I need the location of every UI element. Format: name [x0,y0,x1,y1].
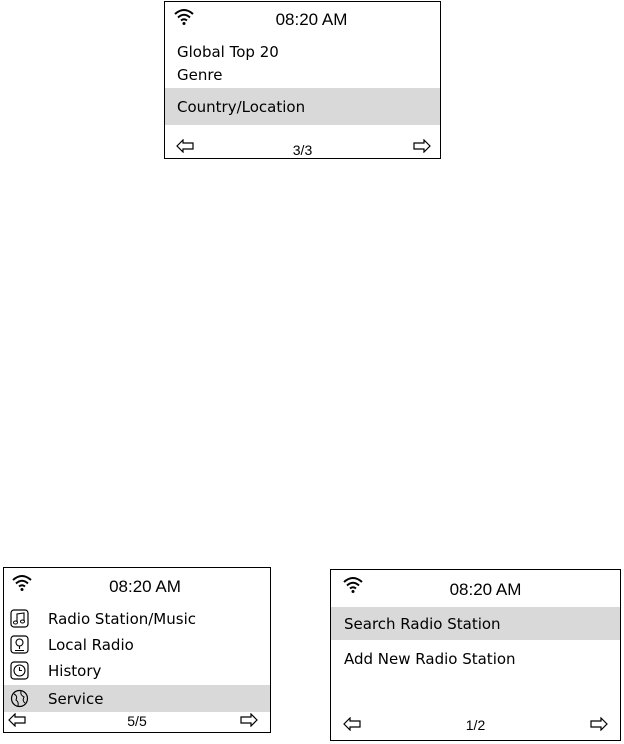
clock-time: 08:20 AM [109,577,181,596]
menu-item-search-radio-station[interactable] [331,607,620,640]
music-note-icon [10,609,29,628]
menu-item-history[interactable] [4,658,270,684]
menu-item-label: Add New Radio Station [344,649,516,668]
page-indicator: 3/3 [292,142,313,158]
menu-item-label: Service [48,689,104,708]
screen-main-menu [3,567,271,733]
menu-item-country-location[interactable] [165,88,440,125]
screen-radio-station-menu [330,569,621,741]
pager-footer [331,717,620,739]
menu-item-radio-station-music[interactable] [4,606,270,632]
page-indicator: 1/2 [465,717,486,733]
menu-item-label: Radio Station/Music [48,610,196,628]
menu-item-label: Country/Location [177,97,306,116]
clock-time: 08:20 AM [275,10,348,29]
right-arrow-icon[interactable] [413,139,431,153]
right-arrow-icon[interactable] [240,713,258,727]
right-arrow-icon[interactable] [590,717,608,731]
menu-item-label: Genre [177,66,223,84]
clock-icon [10,661,29,680]
clock-time: 08:20 AM [449,580,522,599]
menu-item-add-new-radio-station[interactable] [331,642,620,675]
menu-item-genre[interactable] [165,61,440,89]
menu-item-label: History [48,662,102,680]
page-indicator: 5/5 [127,713,147,729]
pager-footer [4,713,270,733]
screen-top-menu [164,1,441,159]
menu-item-label: Local Radio [48,636,134,654]
pager-footer [165,139,440,159]
menu-item-service[interactable] [4,685,270,712]
menu-item-label: Global Top 20 [177,43,279,61]
menu-item-local-radio[interactable] [4,632,270,658]
menu-item-label: Search Radio Station [344,614,501,633]
location-pin-icon [10,635,29,654]
globe-icon [10,689,29,708]
